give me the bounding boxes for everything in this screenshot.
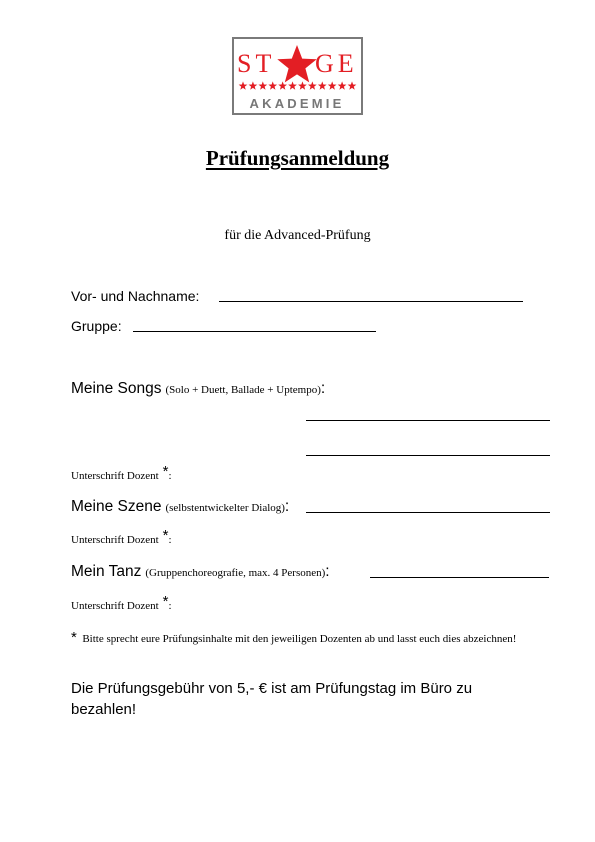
group-input-line[interactable] [133, 331, 376, 332]
dance-heading [71, 563, 330, 581]
logo-star-row [239, 81, 357, 89]
scene-colon: : [284, 498, 290, 515]
logo-small-star-icon [268, 81, 277, 89]
songs-heading [71, 380, 325, 398]
logo-big-star-icon [277, 45, 316, 82]
logo-small-star-icon [318, 81, 327, 89]
name-input-line[interactable] [219, 301, 523, 302]
scene-heading [71, 498, 289, 516]
signature-dance [71, 593, 172, 614]
logo-small-star-icon [278, 81, 287, 89]
songs-label: Meine Songs [71, 380, 162, 397]
logo-small-star-icon [308, 81, 317, 89]
logo-small-star-icon [348, 81, 357, 89]
signature-colon: : [168, 534, 172, 546]
signature-colon: : [168, 600, 172, 612]
songs-colon: : [320, 380, 326, 397]
logo-small-star-icon [298, 81, 307, 89]
dance-input-line[interactable] [370, 577, 549, 578]
logo-word-ge: GE [315, 49, 358, 78]
scene-hint: (selbstentwickelter Dialog) [165, 502, 285, 514]
asterisk-mark: * [162, 593, 169, 610]
signature-label: Unterschrift Dozent [71, 600, 159, 612]
scene-label: Meine Szene [71, 498, 162, 515]
logo-word-st: ST [237, 49, 276, 78]
logo-small-star-icon [258, 81, 267, 89]
logo-word-akademie: AKADEMIE [249, 96, 345, 111]
footnote [71, 628, 521, 649]
dance-colon: : [325, 563, 330, 580]
songs-hint: (Solo + Duett, Ballade + Uptempo) [165, 384, 321, 396]
name-label: Vor- und Nachname: [71, 288, 200, 304]
logo-graphic [234, 39, 361, 113]
stage-akademie-logo [232, 37, 363, 115]
asterisk-mark: * [162, 463, 169, 480]
songs-input-line-1[interactable] [306, 420, 550, 421]
dance-label: Mein Tanz [71, 563, 142, 580]
footnote-text: Bitte sprecht eure Prüfungsinhalte mit den jeweiligen Dozenten ab und lasst euch dies abzeichnen! [82, 633, 517, 645]
logo-small-star-icon [249, 81, 258, 89]
group-label: Gruppe: [71, 318, 122, 334]
page-subtitle: für die Advanced-Prüfung [224, 228, 371, 243]
signature-label: Unterschrift Dozent [71, 534, 159, 546]
page-title: Prüfungsanmeldung [205, 146, 390, 170]
logo-small-star-icon [338, 81, 347, 89]
logo-small-star-icon [328, 81, 337, 89]
fee-notice: Die Prüfungsgebühr von 5,- € ist am Prüfungstag im Büro zu bezahlen! [71, 680, 473, 718]
signature-label: Unterschrift Dozent [71, 470, 159, 482]
scene-input-line[interactable] [306, 512, 550, 513]
signature-scene [71, 527, 172, 548]
logo-small-star-icon [239, 81, 248, 89]
asterisk-mark: * [162, 527, 169, 544]
songs-input-line-2[interactable] [306, 455, 550, 456]
logo-small-star-icon [288, 81, 297, 89]
dance-hint: (Gruppenchoreografie, max. 4 Personen) [145, 567, 326, 579]
signature-colon: : [168, 470, 172, 482]
signature-songs [71, 463, 172, 484]
footnote-asterisk: * [71, 629, 77, 646]
